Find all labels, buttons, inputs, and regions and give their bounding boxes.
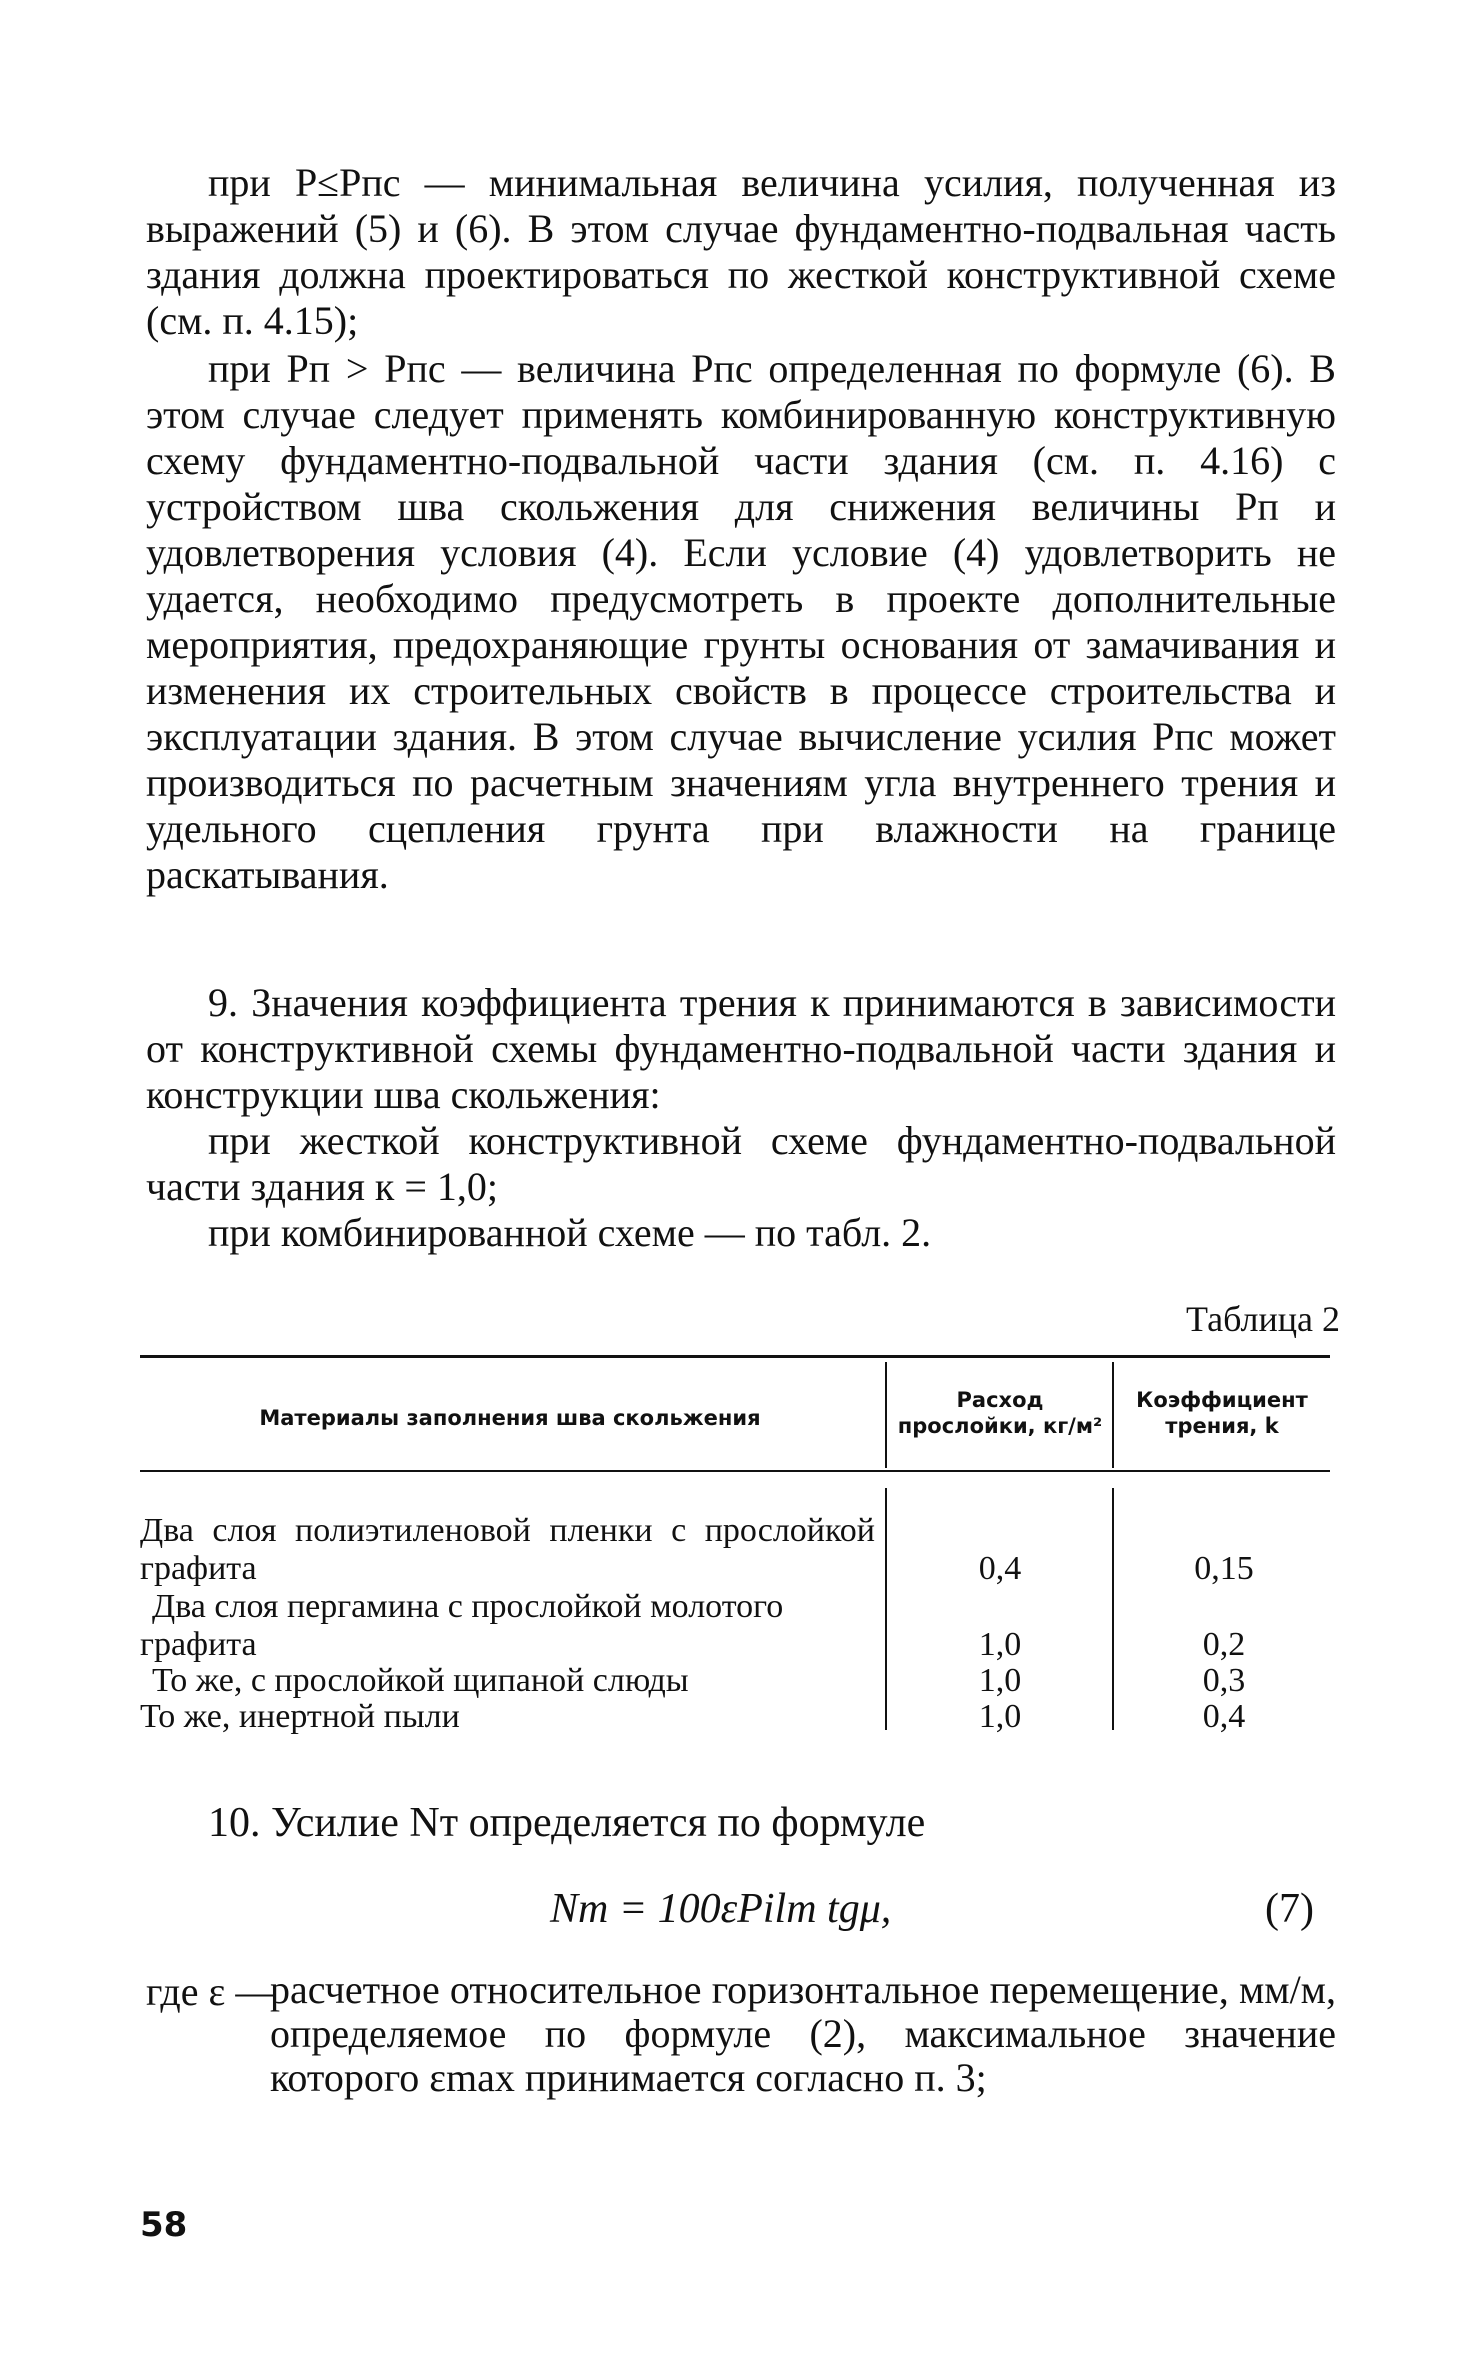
table-header-divider-1 [885,1362,887,1468]
table-body-divider-2 [1112,1488,1114,1730]
paragraph-rigid-scheme: при жесткой конструктивной схеме фундаментно-подвальной части здания к = 1,0; [146,1118,1336,1209]
paragraph-item-9: 9. Значения коэффициента трения к принимаются в зависимости от конструктивной схемы фундаментно-подвальной части здания и конструкции шва скольжения: [146,980,1336,1117]
table-row-4-consumption: 1,0 [978,1698,1022,1735]
table-body-divider-1 [885,1488,887,1730]
header-consumption: Расход прослойки, кг/м² [897,1388,1103,1438]
table-row-2-material: Два слоя пергамина с прослойкой молотого графита [140,1588,784,1663]
paragraph-combined-scheme: при комбинированной схеме — по табл. 2. [208,1210,932,1255]
paragraph-item-10: 10. Усилие Nт определяется по формуле [208,1800,926,1846]
paragraph-p-le-pps: при P≤Pпс — минимальная величина усилия, полученная из выражений (5) и (6). В этом случае фундаментно-подвальная часть здания должна проектироваться по жесткой конструктивной схеме (см. п. 4.15); [146,160,1336,343]
table-row-2-coefficient: 0,2 [1202,1626,1246,1663]
where-definition: расчетное относительное горизонтальное перемещение, мм/м, определяемое по формуле (2), максимальное значение которого εmax принимается согласно п. 3; [270,1967,1336,2100]
table-title: Таблица 2 [1186,1299,1340,1339]
table-top-rule [140,1355,1330,1358]
table-row-2-consumption: 1,0 [978,1626,1022,1663]
table-row-1-material: Два слоя полиэтиленовой пленки с прослойкой графита [140,1512,875,1587]
header-coefficient: Коэффициент трения, k [1136,1388,1308,1438]
formula-7: Nт = 100εPilт tgμ, [550,1886,892,1932]
page-number: 58 [140,2205,188,2245]
table-row-1-coefficient: 0,15 [1194,1550,1254,1587]
equation-number: (7) [1265,1886,1314,1932]
table-header-rule [140,1470,1330,1472]
table-header-divider-2 [1112,1362,1114,1468]
table-row-3-material: То же, с прослойкой щипаной слюды [152,1662,689,1699]
header-material: Материалы заполнения шва скольжения [259,1406,761,1430]
table-row-4-material: То же, инертной пыли [140,1698,460,1735]
table-row-3-consumption: 1,0 [978,1662,1022,1699]
table-row-1-consumption: 0,4 [978,1550,1022,1587]
paragraph-pp-gt-pps: при Pп > Pпс — величина Pпс определенная по формуле (6). В этом случае следует применять комбинированную конструктивную схему фундаментно-подвальной части здания (см. п. 4.16) с устройством шва скольжения для снижения величины Pп и удовлетворения условия (4). Если условие (4) удовлетворить не удается, необходимо предусмотреть в проекте дополнительные мероприятия, предохраняющие грунты основания от замачивания и изменения их строительных свойств в процессе строительства и эксплуатации здания. В этом случае вычисление усилия Pпс может производиться по расчетным значениям угла внутреннего трения и удельного сцепления грунта при влажности на границе раскатывания. [146,346,1336,897]
table-row-3-coefficient: 0,3 [1202,1662,1246,1699]
where-label: где ε — [146,1969,276,2014]
table-row-4-coefficient: 0,4 [1202,1698,1246,1735]
